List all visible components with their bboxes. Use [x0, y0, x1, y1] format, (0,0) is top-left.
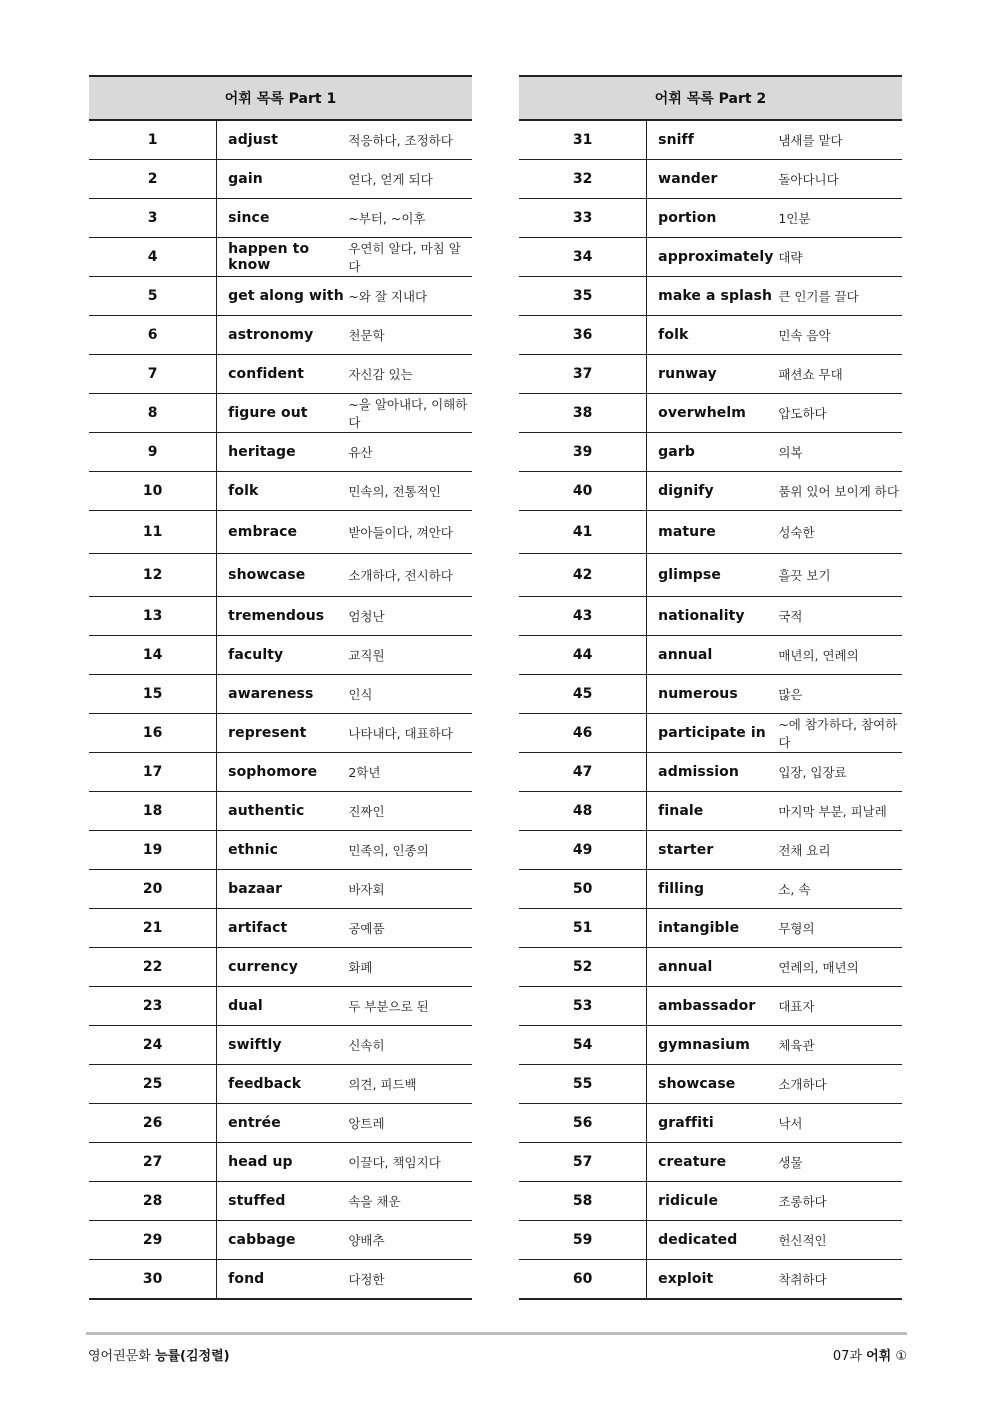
row-number: 9: [89, 433, 217, 472]
vocab-meaning: 성숙한: [774, 511, 902, 554]
vocab-meaning: 천문학: [344, 316, 472, 355]
vocab-word: overwhelm: [647, 394, 775, 433]
table-row: [519, 714, 902, 753]
row-number: 26: [89, 1104, 217, 1143]
vocab-word: embrace: [217, 511, 345, 554]
vocab-word: intangible: [647, 909, 775, 948]
vocab-word: approximately: [647, 238, 775, 277]
vocab-word: annual: [647, 636, 775, 675]
vocab-meaning: 큰 인기를 끌다: [774, 277, 902, 316]
table-row: [89, 1143, 472, 1182]
table-row: [519, 1065, 902, 1104]
row-number: 1: [89, 120, 217, 160]
row-number: 45: [519, 675, 647, 714]
table-row: [89, 870, 472, 909]
row-number: 13: [89, 597, 217, 636]
vocab-meaning: ~에 참가하다, 참여하다: [774, 714, 902, 753]
table-row: [89, 909, 472, 948]
row-number: 30: [89, 1260, 217, 1300]
row-number: 54: [519, 1026, 647, 1065]
vocab-meaning: 매년의, 연례의: [774, 636, 902, 675]
table-row: [89, 792, 472, 831]
table-row: [519, 394, 902, 433]
vocab-meaning: ~부터, ~이후: [344, 199, 472, 238]
vocab-word: stuffed: [217, 1182, 345, 1221]
row-number: 4: [89, 238, 217, 277]
table-row: [89, 597, 472, 636]
vocab-word: dedicated: [647, 1221, 775, 1260]
vocab-word: folk: [647, 316, 775, 355]
vocab-meaning: 돌아다니다: [774, 160, 902, 199]
vocab-meaning: 적응하다, 조정하다: [344, 120, 472, 160]
table-row: [519, 120, 902, 160]
vocab-word: garb: [647, 433, 775, 472]
vocab-word: make a splash: [647, 277, 775, 316]
vocab-meaning: 많은: [774, 675, 902, 714]
vocab-meaning: 화폐: [344, 948, 472, 987]
table-row: [89, 714, 472, 753]
vocab-meaning: 1인분: [774, 199, 902, 238]
footer-lesson-label: [833, 1345, 907, 1364]
table-row: [519, 792, 902, 831]
footer-section-name: 어휘: [866, 1349, 892, 1364]
vocab-word: entrée: [217, 1104, 345, 1143]
row-number: 25: [89, 1065, 217, 1104]
table-row: [519, 636, 902, 675]
vocab-meaning: 착취하다: [774, 1260, 902, 1300]
row-number: 18: [89, 792, 217, 831]
vocab-meaning: 무형의: [774, 909, 902, 948]
row-number: 11: [89, 511, 217, 554]
table-row: [89, 675, 472, 714]
vocab-meaning: 받아들이다, 껴안다: [344, 511, 472, 554]
table-body: [89, 120, 472, 1299]
table-row: [89, 948, 472, 987]
row-number: 31: [519, 120, 647, 160]
table-row: [519, 597, 902, 636]
table-row: [519, 316, 902, 355]
vocab-meaning: 신속히: [344, 1026, 472, 1065]
table-row: [519, 987, 902, 1026]
table-row: [89, 355, 472, 394]
row-number: 19: [89, 831, 217, 870]
vocab-word: authentic: [217, 792, 345, 831]
vocab-word: awareness: [217, 675, 345, 714]
table-row: [89, 199, 472, 238]
table-row: [89, 1104, 472, 1143]
row-number: 44: [519, 636, 647, 675]
row-number: 39: [519, 433, 647, 472]
vocab-word: cabbage: [217, 1221, 345, 1260]
table-row: [519, 238, 902, 277]
table-row: [519, 831, 902, 870]
table-row: [89, 433, 472, 472]
vocab-meaning: 마지막 부분, 피날레: [774, 792, 902, 831]
table-row: [89, 1026, 472, 1065]
row-number: 40: [519, 472, 647, 511]
vocab-meaning: 다정한: [344, 1260, 472, 1300]
vocab-word: runway: [647, 355, 775, 394]
vocab-word: finale: [647, 792, 775, 831]
vocab-word: artifact: [217, 909, 345, 948]
row-number: 43: [519, 597, 647, 636]
table-row: [89, 636, 472, 675]
table-row: [89, 554, 472, 597]
row-number: 23: [89, 987, 217, 1026]
row-number: 5: [89, 277, 217, 316]
table-row: [89, 831, 472, 870]
vocab-meaning: 나타내다, 대표하다: [344, 714, 472, 753]
vocab-word: participate in: [647, 714, 775, 753]
vocab-meaning: 패션쇼 무대: [774, 355, 902, 394]
table-row: [89, 238, 472, 277]
vocab-meaning: 민속의, 전통적인: [344, 472, 472, 511]
vocab-word: graffiti: [647, 1104, 775, 1143]
table-row: [519, 160, 902, 199]
row-number: 49: [519, 831, 647, 870]
vocab-word: gymnasium: [647, 1026, 775, 1065]
vocab-meaning: 연례의, 매년의: [774, 948, 902, 987]
table-row: [519, 1221, 902, 1260]
row-number: 29: [89, 1221, 217, 1260]
row-number: 20: [89, 870, 217, 909]
vocab-word: exploit: [647, 1260, 775, 1300]
table-row: [89, 394, 472, 433]
vocab-meaning: 인식: [344, 675, 472, 714]
vocab-meaning: 조롱하다: [774, 1182, 902, 1221]
row-number: 47: [519, 753, 647, 792]
vocab-word: fond: [217, 1260, 345, 1300]
vocab-word: wander: [647, 160, 775, 199]
table-row: [519, 870, 902, 909]
row-number: 51: [519, 909, 647, 948]
vocab-meaning: 2학년: [344, 753, 472, 792]
vocab-word: happen to know: [217, 238, 345, 277]
vocab-word: figure out: [217, 394, 345, 433]
vocab-word: numerous: [647, 675, 775, 714]
footer-publisher: 능률(김정렬): [154, 1349, 230, 1364]
vocab-word: annual: [647, 948, 775, 987]
vocab-word: folk: [217, 472, 345, 511]
row-number: 32: [519, 160, 647, 199]
vocab-word: creature: [647, 1143, 775, 1182]
footer-course-name: 영어권문화: [88, 1349, 155, 1364]
vocab-word: ridicule: [647, 1182, 775, 1221]
table-title: 어휘 목록 Part 1: [89, 76, 472, 120]
vocab-word: mature: [647, 511, 775, 554]
vocab-word: head up: [217, 1143, 345, 1182]
table-row: [519, 1260, 902, 1300]
vocab-word: represent: [217, 714, 345, 753]
vocab-meaning: 전채 요리: [774, 831, 902, 870]
table-row: [519, 355, 902, 394]
vocab-word: ethnic: [217, 831, 345, 870]
row-number: 10: [89, 472, 217, 511]
vocab-word: get along with: [217, 277, 345, 316]
vocab-meaning: 압도하다: [774, 394, 902, 433]
row-number: 12: [89, 554, 217, 597]
vocab-word: faculty: [217, 636, 345, 675]
row-number: 33: [519, 199, 647, 238]
vocab-meaning: 민족의, 인종의: [344, 831, 472, 870]
row-number: 17: [89, 753, 217, 792]
vocab-word: bazaar: [217, 870, 345, 909]
vocab-word: filling: [647, 870, 775, 909]
vocab-meaning: 품위 있어 보이게 하다: [774, 472, 902, 511]
row-number: 41: [519, 511, 647, 554]
footer-lesson-number: 07과: [832, 1349, 867, 1364]
vocab-word: admission: [647, 753, 775, 792]
vocab-meaning: 두 부분으로 된: [344, 987, 472, 1026]
vocab-meaning: 바자회: [344, 870, 472, 909]
vocab-meaning: 대표자: [774, 987, 902, 1026]
vocab-meaning: 입장, 입장료: [774, 753, 902, 792]
vocab-meaning: 국적: [774, 597, 902, 636]
vocab-meaning: 대략: [774, 238, 902, 277]
vocab-word: glimpse: [647, 554, 775, 597]
footer-course-label: [88, 1345, 230, 1364]
row-number: 52: [519, 948, 647, 987]
vocab-meaning: 진짜인: [344, 792, 472, 831]
table-row: [519, 909, 902, 948]
table-row: [519, 1104, 902, 1143]
row-number: 58: [519, 1182, 647, 1221]
row-number: 27: [89, 1143, 217, 1182]
row-number: 38: [519, 394, 647, 433]
row-number: 42: [519, 554, 647, 597]
table-row: [89, 987, 472, 1026]
vocab-meaning: 소, 속: [774, 870, 902, 909]
table-row: [519, 1026, 902, 1065]
row-number: 7: [89, 355, 217, 394]
vocab-word: currency: [217, 948, 345, 987]
vocab-word: portion: [647, 199, 775, 238]
vocab-word: heritage: [217, 433, 345, 472]
vocab-word: since: [217, 199, 345, 238]
vocab-meaning: 이끌다, 책임지다: [344, 1143, 472, 1182]
table-row: [519, 433, 902, 472]
vocab-meaning: 의복: [774, 433, 902, 472]
vocab-meaning: 유산: [344, 433, 472, 472]
row-number: 57: [519, 1143, 647, 1182]
row-number: 24: [89, 1026, 217, 1065]
table-row: [519, 554, 902, 597]
vocab-word: showcase: [217, 554, 345, 597]
vocab-meaning: 낙서: [774, 1104, 902, 1143]
vocab-meaning: 흘끗 보기: [774, 554, 902, 597]
vocab-meaning: 민속 음악: [774, 316, 902, 355]
vocab-meaning: ~을 알아내다, 이해하다: [344, 394, 472, 433]
vocab-word: dignify: [647, 472, 775, 511]
table-row: [89, 277, 472, 316]
vocab-word: gain: [217, 160, 345, 199]
row-number: 56: [519, 1104, 647, 1143]
row-number: 3: [89, 199, 217, 238]
vocab-meaning: 소개하다, 전시하다: [344, 554, 472, 597]
vocab-word: swiftly: [217, 1026, 345, 1065]
row-number: 28: [89, 1182, 217, 1221]
vocab-word: feedback: [217, 1065, 345, 1104]
table-row: [89, 1221, 472, 1260]
table-row: [89, 1065, 472, 1104]
table-row: [519, 753, 902, 792]
row-number: 53: [519, 987, 647, 1026]
row-number: 21: [89, 909, 217, 948]
vocab-meaning: 체육관: [774, 1026, 902, 1065]
vocab-word: ambassador: [647, 987, 775, 1026]
table-row: [519, 277, 902, 316]
vocab-meaning: ~와 잘 지내다: [344, 277, 472, 316]
row-number: 36: [519, 316, 647, 355]
row-number: 50: [519, 870, 647, 909]
table-title: 어휘 목록 Part 2: [519, 76, 902, 120]
vocab-word: astronomy: [217, 316, 345, 355]
vocab-table-part-1: [89, 75, 472, 1300]
vocab-meaning: 엄청난: [344, 597, 472, 636]
vocab-meaning: 자신감 있는: [344, 355, 472, 394]
vocab-table-part-2: [519, 75, 902, 1300]
table-row: [519, 675, 902, 714]
table-row: [519, 948, 902, 987]
table-row: [89, 160, 472, 199]
table-row: [89, 753, 472, 792]
vocab-meaning: 교직원: [344, 636, 472, 675]
vocab-meaning: 의견, 피드백: [344, 1065, 472, 1104]
table-row: [519, 199, 902, 238]
vocab-word: nationality: [647, 597, 775, 636]
vocab-meaning: 헌신적인: [774, 1221, 902, 1260]
row-number: 60: [519, 1260, 647, 1300]
row-number: 46: [519, 714, 647, 753]
row-number: 14: [89, 636, 217, 675]
vocab-meaning: 우연히 알다, 마침 알다: [344, 238, 472, 277]
table-body: [519, 120, 902, 1299]
table-row: [519, 472, 902, 511]
vocab-meaning: 앙트레: [344, 1104, 472, 1143]
table-row: [89, 316, 472, 355]
vocab-word: confident: [217, 355, 345, 394]
vocab-word: sophomore: [217, 753, 345, 792]
row-number: 37: [519, 355, 647, 394]
table-row: [519, 1143, 902, 1182]
vocab-word: starter: [647, 831, 775, 870]
table-row: [89, 472, 472, 511]
row-number: 34: [519, 238, 647, 277]
table-row: [89, 511, 472, 554]
row-number: 35: [519, 277, 647, 316]
vocab-word: tremendous: [217, 597, 345, 636]
row-number: 59: [519, 1221, 647, 1260]
vocab-word: showcase: [647, 1065, 775, 1104]
row-number: 15: [89, 675, 217, 714]
vocab-word: sniff: [647, 120, 775, 160]
table-row: [89, 1182, 472, 1221]
row-number: 16: [89, 714, 217, 753]
table-row: [89, 120, 472, 160]
vocab-meaning: 생물: [774, 1143, 902, 1182]
footer-divider: [86, 1332, 907, 1335]
vocab-meaning: 양배추: [344, 1221, 472, 1260]
vocab-meaning: 소개하다: [774, 1065, 902, 1104]
table-row: [519, 1182, 902, 1221]
vocab-word: dual: [217, 987, 345, 1026]
vocab-word: adjust: [217, 120, 345, 160]
table-row: [89, 1260, 472, 1300]
row-number: 22: [89, 948, 217, 987]
row-number: 48: [519, 792, 647, 831]
vocab-meaning: 속을 채운: [344, 1182, 472, 1221]
vocab-meaning: 얻다, 얻게 되다: [344, 160, 472, 199]
row-number: 2: [89, 160, 217, 199]
row-number: 8: [89, 394, 217, 433]
vocab-meaning: 냄새를 맡다: [774, 120, 902, 160]
table-row: [519, 511, 902, 554]
footer-page-marker: ①: [891, 1349, 907, 1364]
vocab-meaning: 공예품: [344, 909, 472, 948]
row-number: 55: [519, 1065, 647, 1104]
row-number: 6: [89, 316, 217, 355]
